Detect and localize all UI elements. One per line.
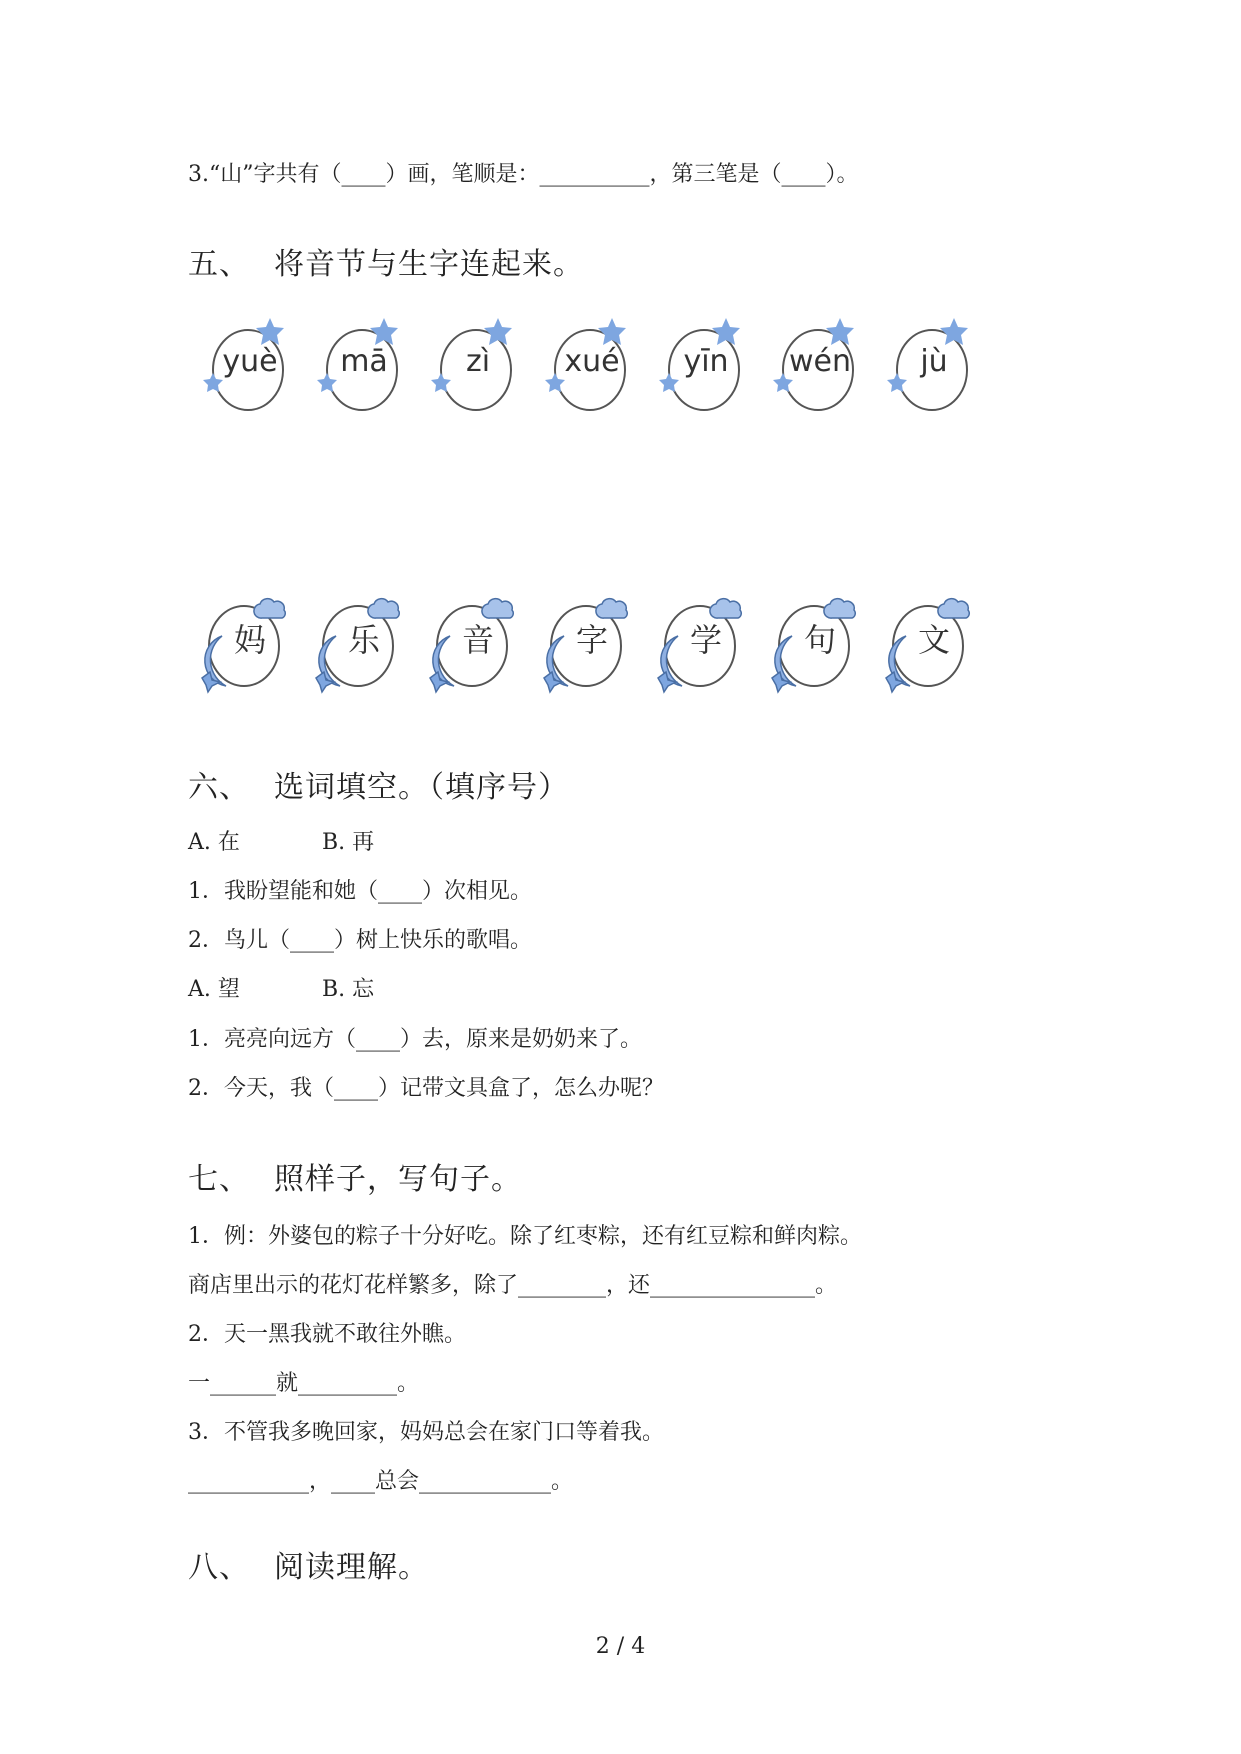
section-7-number: 七、 xyxy=(188,1162,250,1197)
character-bubble xyxy=(196,594,292,690)
pinyin-label: wén xyxy=(788,344,851,379)
character-label: 句 xyxy=(803,621,836,659)
pinyin-bubble xyxy=(542,318,638,414)
pinyin-label: jù xyxy=(920,344,948,379)
pinyin-label: xué xyxy=(564,344,620,379)
section-7-heading xyxy=(188,1160,522,1200)
pinyin-bubble xyxy=(428,318,524,414)
character-bubble xyxy=(766,594,862,690)
pinyin-bubble xyxy=(314,318,410,414)
character-label: 音 xyxy=(461,621,494,659)
option-a: A. 望 xyxy=(188,977,240,1002)
sentence-line: 2．天一黑我就不敢往外瞧。 xyxy=(188,1322,466,1347)
option-a: A. 在 xyxy=(188,830,240,855)
options-group-2 xyxy=(188,975,374,1005)
section-5-number: 五、 xyxy=(188,247,250,282)
question-3-stroke-order: 3.“山”字共有（____）画，笔顺是：__________，第三笔是（____）。 xyxy=(188,162,859,187)
pinyin-label: zì xyxy=(465,344,491,379)
sentence-line: 商店里出示的花灯花样繁多，除了________，还_______________。 xyxy=(188,1273,838,1298)
character-label: 文 xyxy=(917,621,950,659)
section-6-number: 六、 xyxy=(188,770,250,805)
pinyin-bubble xyxy=(770,318,866,414)
section-8-number: 八、 xyxy=(188,1550,250,1585)
sentence-line: ___________，____总会____________。 xyxy=(188,1469,574,1494)
sentence-line: 3．不管我多晚回家，妈妈总会在家门口等着我。 xyxy=(188,1420,664,1445)
character-label: 字 xyxy=(575,621,608,659)
character-label: 学 xyxy=(689,621,722,659)
section-6-title: 选词填空。（填序号） xyxy=(274,770,569,805)
pinyin-label: mā xyxy=(340,344,388,379)
character-bubble xyxy=(880,594,976,690)
section-5-heading xyxy=(188,245,584,285)
section-6-heading xyxy=(188,768,569,808)
options-group-1 xyxy=(188,828,374,858)
section-8-heading xyxy=(188,1548,429,1588)
pinyin-bubble xyxy=(656,318,752,414)
fill-blank-question: 2．今天，我（____）记带文具盒了，怎么办呢？ xyxy=(188,1076,664,1101)
section-7-title: 照样子，写句子。 xyxy=(274,1162,522,1197)
pinyin-label: yīn xyxy=(683,344,729,379)
character-bubble xyxy=(424,594,520,690)
character-bubble xyxy=(652,594,748,690)
section-8-title: 阅读理解。 xyxy=(274,1550,429,1585)
character-bubble xyxy=(538,594,634,690)
section-5-title: 将音节与生字连起来。 xyxy=(274,247,584,282)
fill-blank-question: 1．亮亮向远方（____）去，原来是奶奶来了。 xyxy=(188,1027,642,1052)
option-b: B. 再 xyxy=(322,830,375,855)
character-label: 乐 xyxy=(347,621,380,659)
option-b: B. 忘 xyxy=(322,977,375,1002)
character-bubble xyxy=(310,594,406,690)
sentence-line: 1．例：外婆包的粽子十分好吃。除了红枣粽，还有红豆粽和鲜肉粽。 xyxy=(188,1224,862,1249)
pinyin-label: yuè xyxy=(222,344,278,379)
fill-blank-question: 1．我盼望能和她（____）次相见。 xyxy=(188,879,532,904)
sentence-line: 一______就_________。 xyxy=(188,1371,420,1396)
pinyin-bubble xyxy=(884,318,980,414)
pinyin-bubble xyxy=(200,318,296,414)
fill-blank-question: 2．鸟儿（____）树上快乐的歌唱。 xyxy=(188,928,532,953)
character-label: 妈 xyxy=(233,621,266,659)
page-number: 2 / 4 xyxy=(595,1634,646,1659)
